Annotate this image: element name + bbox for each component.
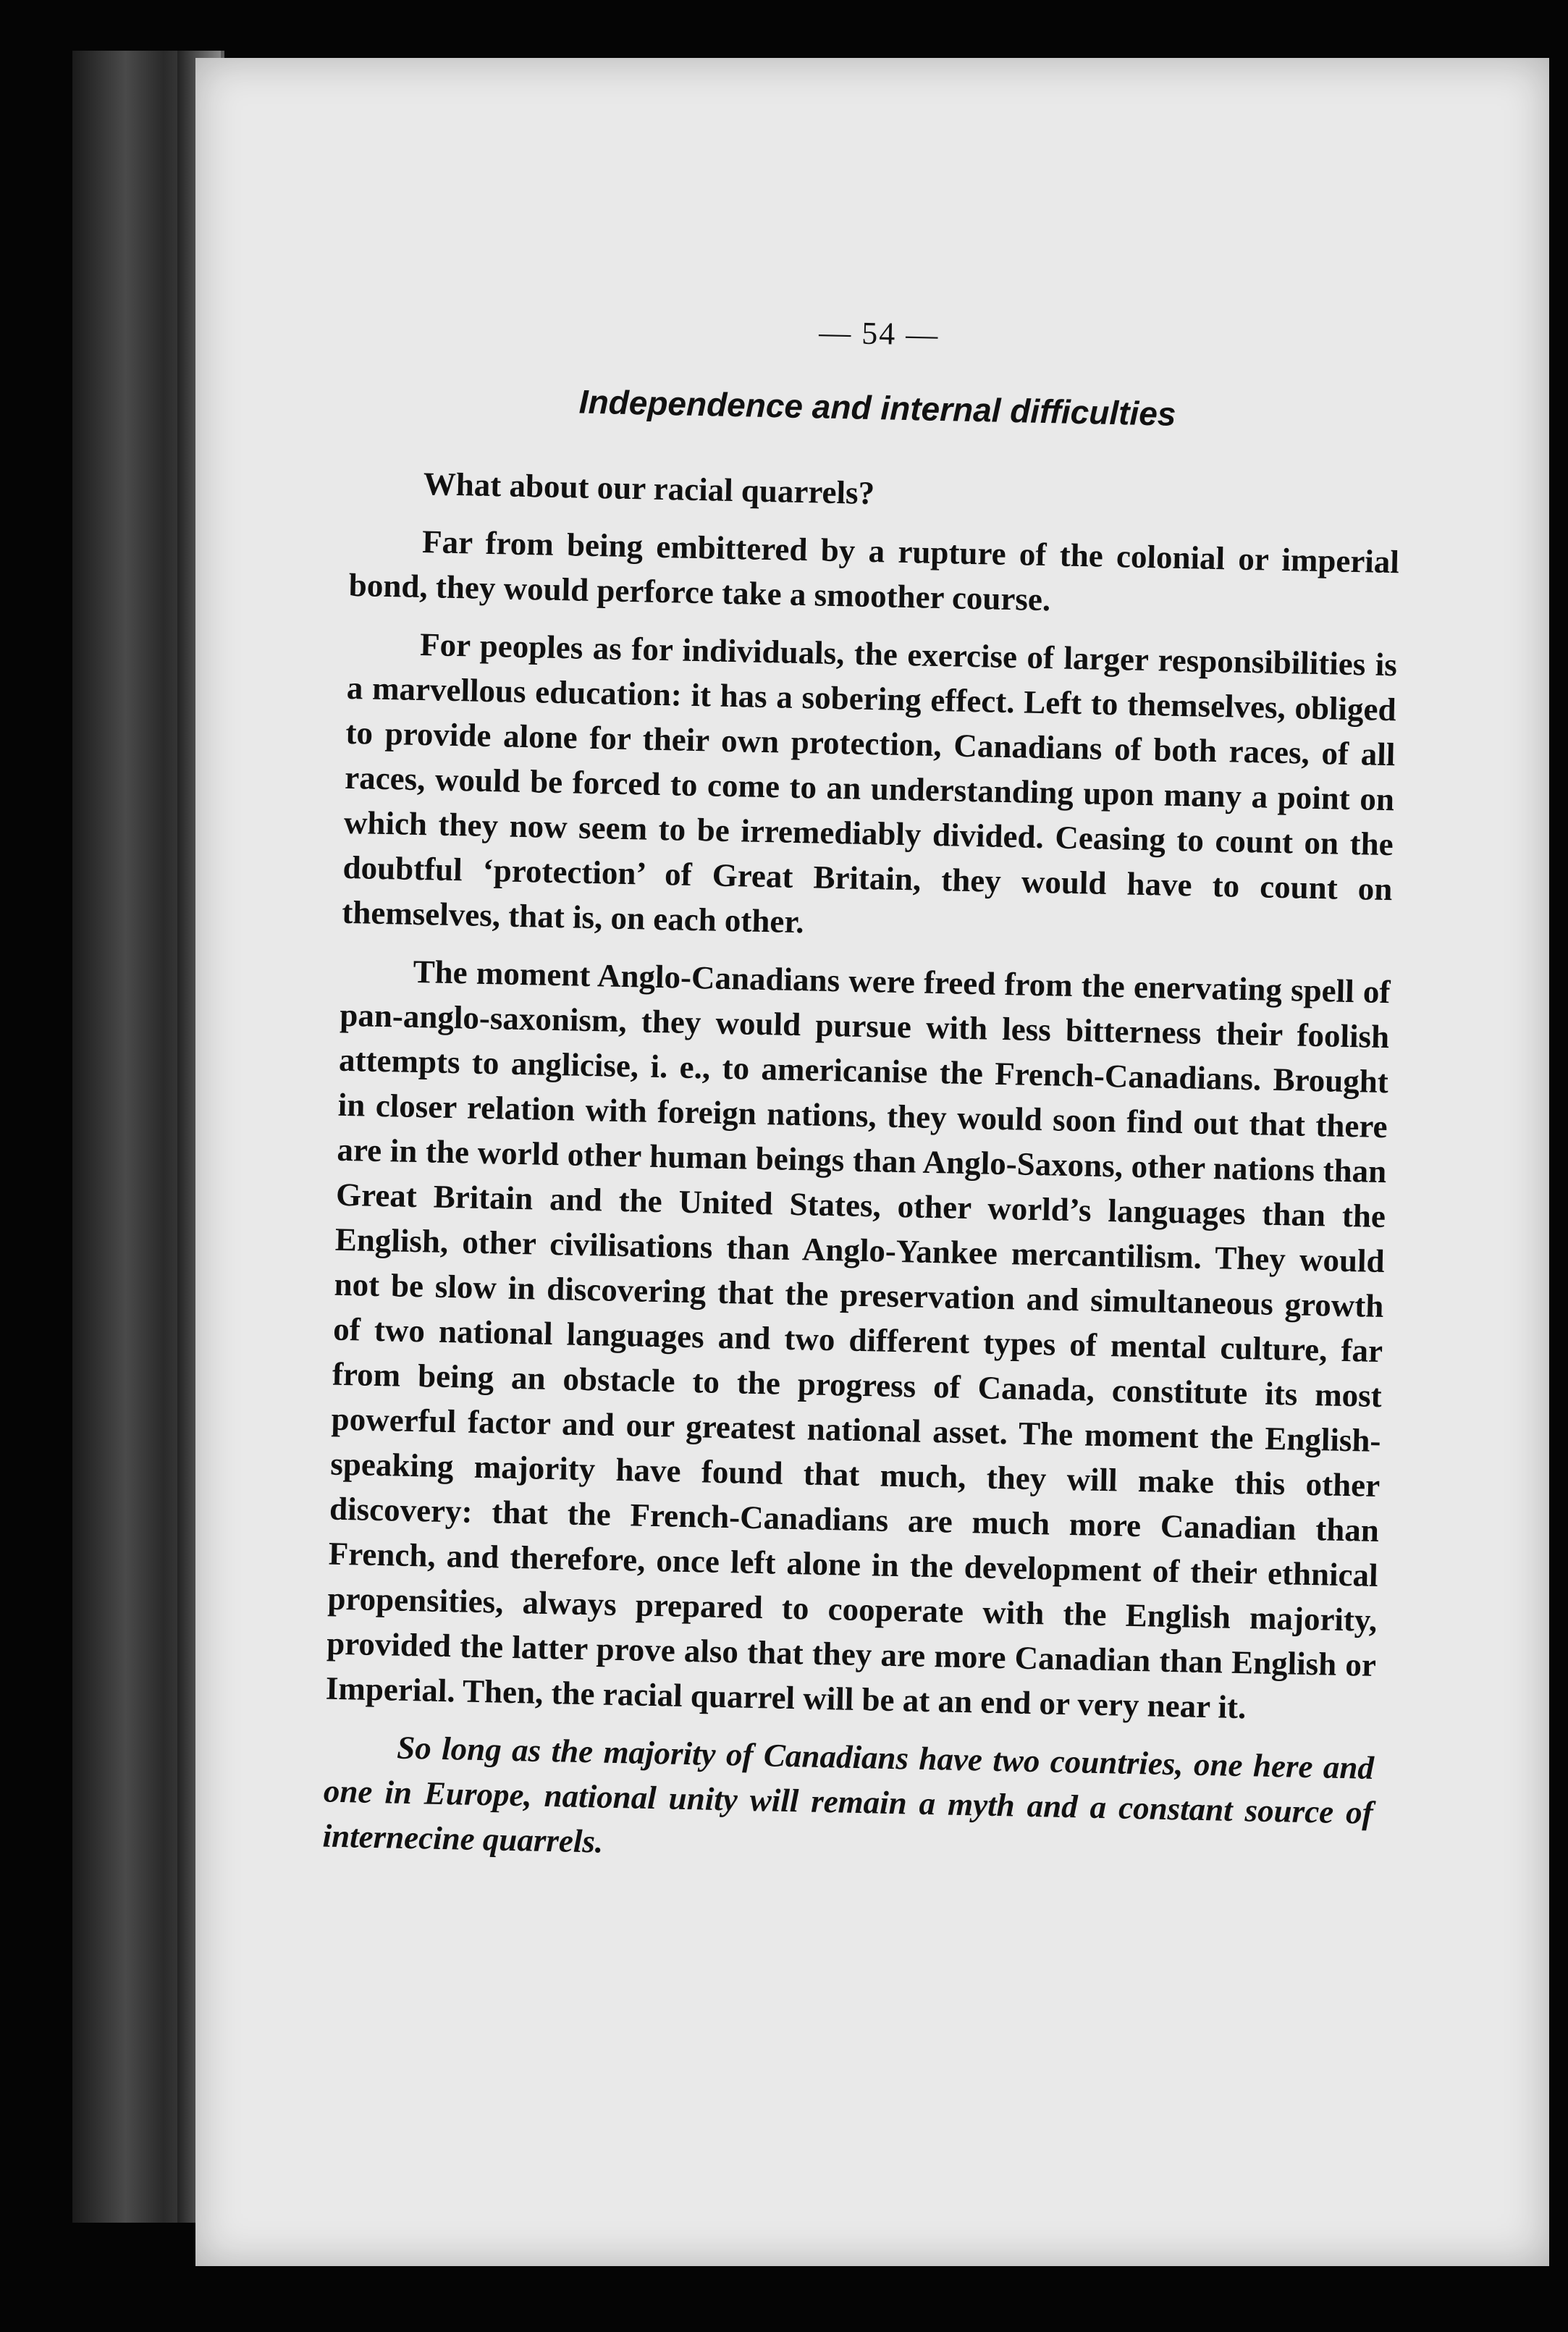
section-heading: Independence and internal difficulties — [578, 382, 1176, 433]
page-number: — 54 — — [818, 314, 940, 353]
paragraph-1: What about our racial quarrels? — [423, 466, 875, 512]
paragraph-5: So long as the majority of Canadians have two countries, one here and one in Europe, national unity will remain a myth and a constant source of internecine quarrels. — [322, 1729, 1375, 1860]
paragraph-2: Far from being embittered by a rupture of the colonial or imperial bond, they would perforce take a smoother course. — [348, 523, 1400, 618]
paragraph-4: The moment Anglo-Canadians were freed from the enervating spell of pan-anglo-saxonism, they would pursue with less bitterness their foolish attempts to anglicise, i. e., to americanise the French-Canadians. Brought in closer relation with foreign nations, they would soon find out that there are in the world other human beings than Anglo-Saxons, other nations than Great Britain and the United States, other world’s languages than the English, other civilisations than Anglo-Yankee mercantilism. They would not be slow in discovering that the preservation and simultaneous growth of two national languages and two different types of mental culture, far from being an obstacle to the progress of Canada, constitute its most powerful factor and our greatest national asset. The moment the English-speaking majority have found that much, they will make this other discovery: that the French-Canadians are much more Canadian than French, and therefore, once left alone in the development of their ethnical propensities, always prepared to cooperate with the English majority, provided the latter prove also that they are more Canadian than English or Imperial. Then, the racial quarrel will be at an end or very near it. — [325, 953, 1391, 1726]
paragraph-3: For peoples as for individuals, the exercise of larger responsibilities is a marvellous education: it has a sobering effect. Left to themselves, obliged to provide alone for their own protection, Canadians of both races, of all races, would be forced to come to an understanding upon many a point on which they now seem to be irremediably divided. Ceasing to count on the doubtful ‘protection’ of Great Britain, they would have to count on themselves, that is, on each other. — [341, 626, 1398, 940]
page-content — [322, 304, 1404, 1893]
